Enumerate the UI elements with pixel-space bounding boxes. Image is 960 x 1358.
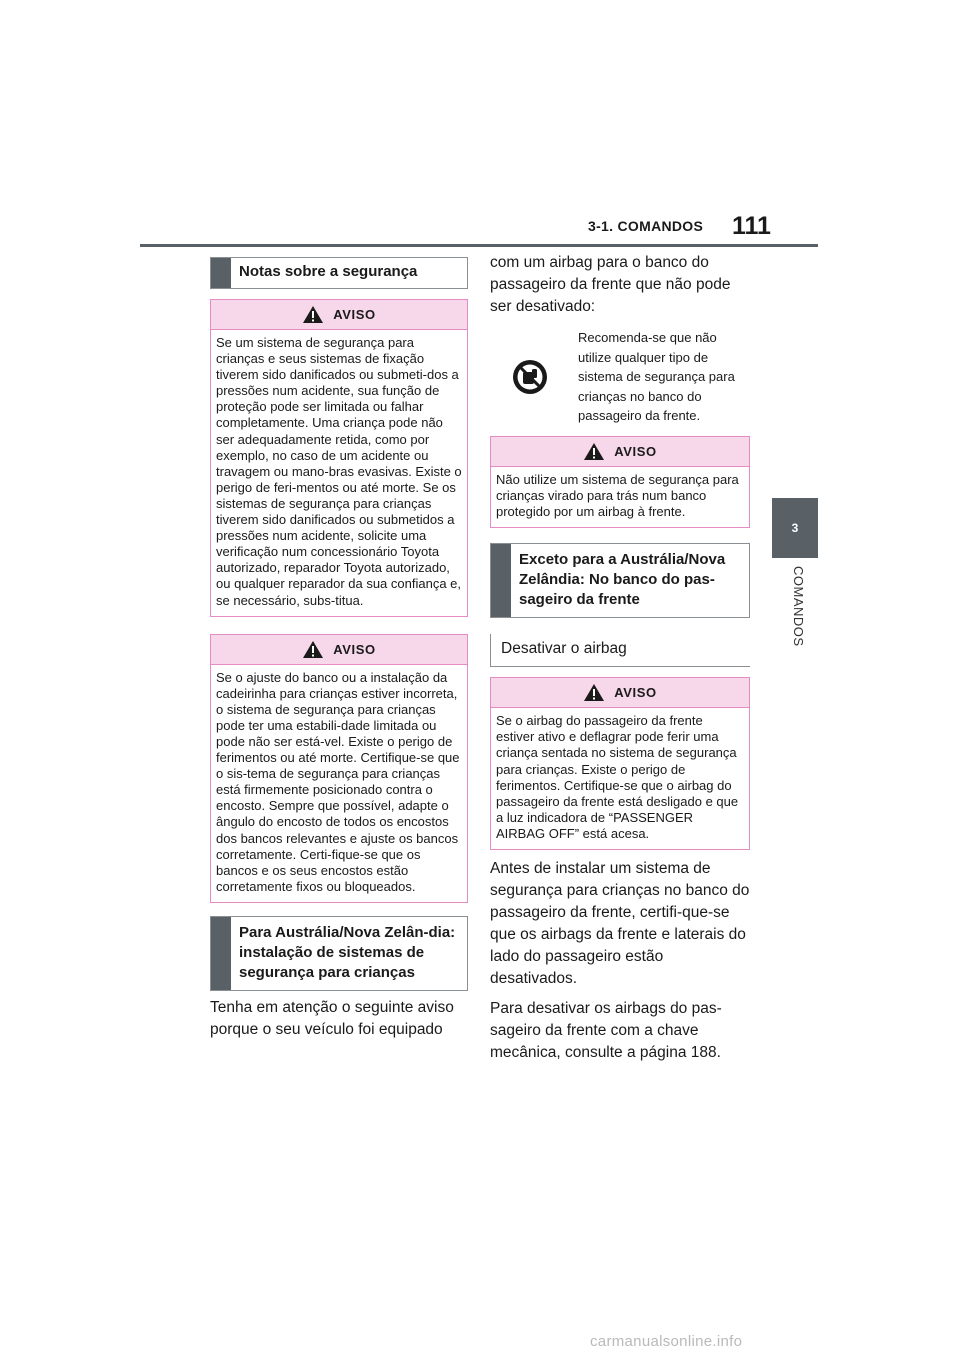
warning-title: AVISO (614, 685, 657, 701)
warning-text: Não utilize um sistema de segurança para crianças virado para trás num banco protegido por um airbag à frente. (496, 471, 739, 520)
warning-header (211, 635, 467, 665)
heading-bar (211, 258, 231, 288)
watermark: carmanualsonline.info (590, 1333, 743, 1350)
warning-triangle-icon (583, 683, 605, 702)
warning-title: AVISO (333, 641, 376, 657)
warning-triangle-icon (583, 442, 605, 461)
warning-title: AVISO (333, 307, 376, 322)
no-child-seat-icon (512, 359, 548, 395)
warning-header (491, 437, 749, 467)
right-column (490, 254, 750, 1064)
heading-text: Notas sobre a segurança (239, 263, 418, 280)
heading-bar (491, 544, 511, 617)
warning-text: Se um sistema de segurança para crianças e seus sistemas de fixação tiverem sido danificados ou submeti-dos a pressões num acidente, sua função de proteção pode ser limitada ou falhar completamente. Uma criança pode não ser adequadamente retida, como por exemplo, no caso de um acidente ou travagem ou mano-bras evasivas. Existe o perigo de feri-mentos ou até morte. Se os sistemas de segurança para crianças tiverem sido danificados ou submetidos a pressões num acidente, solicite uma verificação num concessionário Toyota autorizado, reparador Toyota autorizado, ou qualquer reparador da sua confiança e, se necessário, subs-titua. (216, 335, 462, 608)
notice-text: Recomenda-se que não utilize qualquer tipo de sistema de segurança para crianças no banco do passageiro da frente. (578, 330, 735, 424)
chapter-number: 3 (791, 521, 799, 535)
heading-australia-install (210, 916, 468, 991)
section-title: 3-1. COMANDOS (588, 218, 704, 234)
heading-except-australia (490, 543, 750, 618)
body-paragraph: Para desativar os airbags do pas-sageiro da frente com a chave mecânica, consulte a página 188. (490, 1000, 722, 1061)
warning-box-rear-facing (490, 436, 750, 528)
warning-header (491, 678, 749, 708)
chapter-label: COMANDOS (791, 566, 806, 647)
warning-box-seat-adjustment (210, 634, 468, 903)
subheading-deactivate-airbag: Desativar o airbag (490, 634, 750, 667)
heading-bar (211, 917, 231, 990)
page-number: 111 (732, 212, 771, 240)
chapter-tab[interactable] (772, 498, 818, 558)
warning-box-damaged-seat (210, 299, 468, 617)
body-paragraph: com um airbag para o banco do passageiro da frente que não pode ser desativado: (490, 254, 731, 315)
warning-triangle-icon (302, 640, 324, 659)
no-child-seat-notice (490, 328, 750, 426)
body-paragraph: Antes de instalar um sistema de segurança para crianças no banco do passageiro da frente, certifi-que-se que os airbags da frente e laterais do lado do passageiro estão desativados. (490, 860, 750, 987)
left-column (210, 257, 468, 1041)
heading-safety-notes (210, 257, 468, 289)
body-paragraph: Tenha em atenção o seguinte aviso porque o seu veículo foi equipado (210, 998, 454, 1038)
warning-triangle-icon (302, 305, 324, 324)
warning-box-airbag-active (490, 677, 750, 850)
warning-text: Se o airbag do passageiro da frente estiver ativo e deflagrar pode ferir uma criança sentada no sistema de segurança para crianças. Existe o perigo de ferimentos. Certifique-se que o airbag do passageiro da frente está desligado e que a luz indicadora de “PASSENGER AIRBAG OFF” está acesa. (496, 713, 739, 841)
warning-header (211, 300, 467, 330)
heading-text: Exceto para a Austrália/Nova Zelândia: No banco do pas-sageiro da frente (519, 551, 726, 609)
warning-text: Se o ajuste do banco ou a instalação da cadeirinha para crianças estiver incorreta, o sistema de segurança para crianças pode ter uma estabili-dade limitada ou pode não ser está-vel. Existe o perigo de ferimentos ou até morte. Certifique-se que o sis-tema de segurança para crianças está firmemente posicionado contra o encosto. Sempre que possível, adapte o ângulo do encosto de todos os encostos dos bancos relevantes e ajuste os bancos corretamente. Certi-fique-se que os bancos e os seus encostos estão corretamente fixos ou bloqueados. (216, 669, 460, 894)
heading-text: Para Austrália/Nova Zelân-dia: instalação de sistemas de segurança para crianças (239, 923, 456, 981)
header-rule (140, 244, 818, 247)
warning-title: AVISO (614, 443, 657, 459)
